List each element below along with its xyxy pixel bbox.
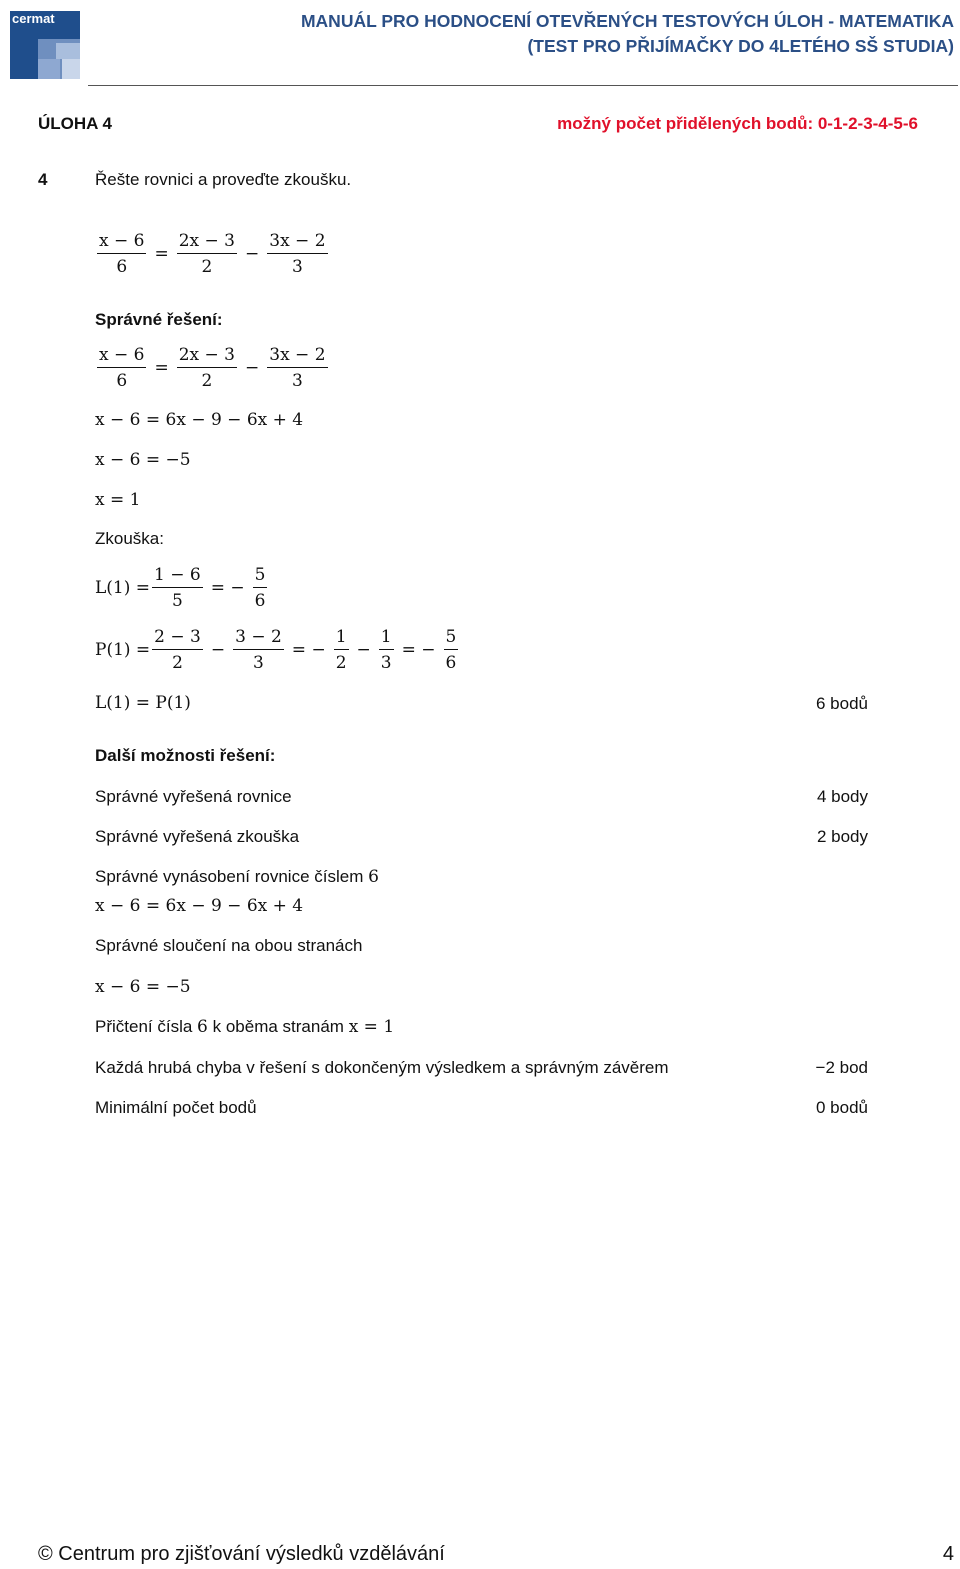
alt-item-score: 2 body [816,827,868,846]
solution-equation: $\frac{x - 6}{6}$ = $\frac{2x - 3}{2}$ − $\frac{3x - 2}{3}$ [99,345,326,391]
fraction: $\frac{3 - 2}{3}$ [235,627,282,673]
fraction: $\frac{x - 6}{6}$ [99,231,145,277]
points-range: možný počet přidělených bodů: 0-1-2-3-4-5-6 [557,114,918,133]
logo-text: cermat [12,11,55,26]
merge-criterion: Správné sloučení na obou stranách [95,936,363,955]
check-right-side: P(1) = $\frac{2 - 3}{2}$ − $\frac{3 - 2}{3}$ = − $\frac{1}{2}$ − $\frac{1}{3}$ = − $\frac{5}{6}$ [95,627,457,673]
fraction: $\frac{5}{6}$ [445,627,457,673]
task-title: ÚLOHA 4 [38,114,112,133]
header-title-line2: (TEST PRO PŘIJÍMAČKY DO 4LETÉHO SŠ STUDIA) [527,36,954,56]
header-title-line1: MANUÁL PRO HODNOCENÍ OTEVŘENÝCH TESTOVÝCH ÚLOH - MATEMATIKA [300,11,954,31]
full-score: 6 bodů [816,694,868,713]
fraction: $\frac{3x - 2}{3}$ [269,345,326,391]
minimum-criterion: Minimální počet bodů [95,1098,257,1117]
solution-heading: Správné řešení: [95,310,223,329]
check-label: Zkouška: [95,529,164,548]
multiply-criterion: Správné vynásobení rovnice číslem 6 [95,867,379,887]
alt-item-score: 4 body [816,787,868,806]
alt-item-text: Správné vyřešená zkouška [95,827,300,846]
task-number: 4 [38,170,48,189]
multiply-equation: x − 6 = 6x − 9 − 6x + 4 [95,896,304,916]
alternatives-heading: Další možnosti řešení: [95,746,276,765]
solution-step-1: x − 6 = 6x − 9 − 6x + 4 [95,410,304,430]
footer-copyright: © Centrum pro zjišťování výsledků vzdělávání [38,1543,445,1565]
merge-equation: x − 6 = −5 [95,977,191,997]
fraction: $\frac{2 - 3}{2}$ [154,627,201,673]
add-criterion: Přičtení čísla 6 k oběma stranám x = 1 [95,1017,395,1037]
check-left-side: L(1) = $\frac{1 - 6}{5}$ = − $\frac{5}{6}$ [95,565,266,611]
solution-step-2: x − 6 = −5 [95,450,191,470]
fraction: $\frac{2x - 3}{2}$ [178,345,235,391]
fraction: $\frac{1 - 6}{5}$ [154,565,201,611]
check-conclusion: L(1) = P(1) [95,693,191,713]
cermat-logo [10,11,80,79]
error-score: −2 bod [815,1058,868,1077]
task-prompt: Řešte rovnici a proveďte zkoušku. [95,170,352,189]
page-number: 4 [942,1543,954,1565]
fraction: $\frac{5}{6}$ [254,565,266,611]
fraction: $\frac{3x - 2}{3}$ [269,231,326,277]
minimum-score: 0 bodů [816,1098,868,1117]
fraction: $\frac{x - 6}{6}$ [99,345,145,391]
fraction: $\frac{2x - 3}{2}$ [178,231,235,277]
fraction: $\frac{1}{3}$ [380,627,392,673]
alt-item-text: Správné vyřešená rovnice [95,787,292,806]
error-criterion: Každá hrubá chyba v řešení s dokončeným výsledkem a správným závěrem [95,1058,669,1077]
solution-step-3: x = 1 [95,490,141,510]
header-divider [88,85,958,86]
fraction: $\frac{1}{2}$ [335,627,347,673]
main-equation: $\frac{x - 6}{6}$ = $\frac{2x - 3}{2}$ − $\frac{3x - 2}{3}$ [99,231,326,277]
